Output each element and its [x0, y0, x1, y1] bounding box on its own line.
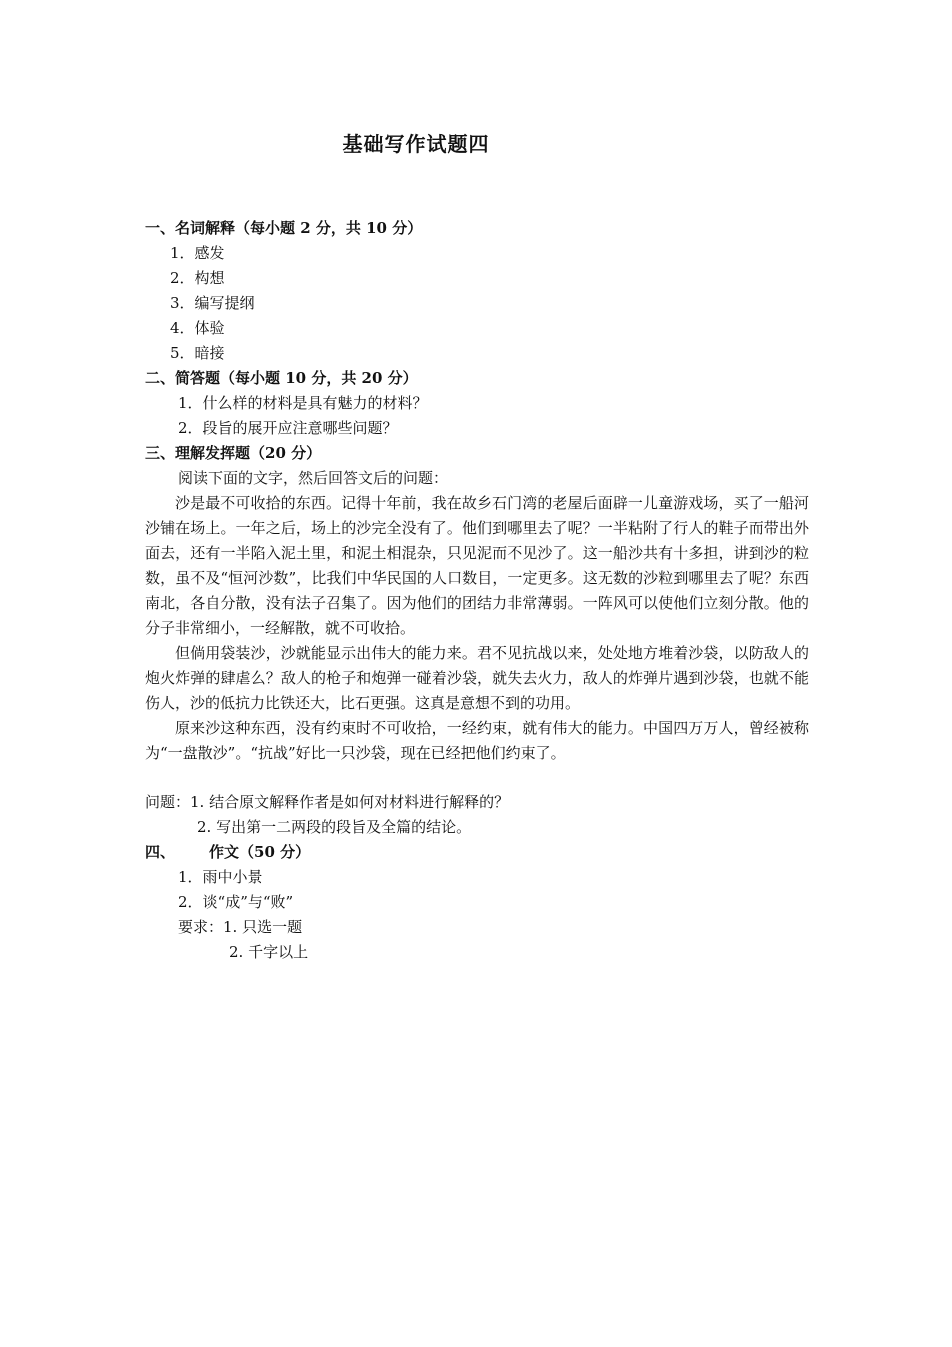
question-1-text: 1. 结合原文解释作者是如何对材料进行解释的？: [190, 793, 510, 811]
section-2-item: 1．什么样的材料是具有魅力的材料？: [178, 394, 428, 412]
section-4-number: 四、: [145, 843, 176, 861]
section-1-heading: 一、名词解释（每小题 2 分，共 10 分）: [145, 219, 423, 237]
section-2-heading: 二、简答题（每小题 10 分，共 20 分）: [145, 369, 418, 387]
section-1-item: 4．体验: [170, 319, 225, 337]
question-2: 2. 写出第一二两段的段旨及全篇的结论。: [197, 818, 472, 836]
passage-paragraph-3: 原来沙这种东西，没有约束时不可收拾，一经约束，就有伟大的能力。中国四万万人，曾经被称为“一盘散沙”。“抗战”好比一只沙袋，现在已经把他们约束了。: [145, 719, 809, 762]
question-prefix: 问题：: [145, 793, 191, 811]
section-3-heading: 三、理解发挥题（20 分）: [145, 444, 322, 462]
section-1-item: 1．感发: [170, 244, 225, 262]
section-4-title: 作文（50 分）: [209, 843, 311, 861]
section-1-item: 3．编写提纲: [170, 294, 255, 312]
page-title: 基础写作试题四: [342, 132, 490, 156]
exam-content: [145, 216, 809, 965]
section-4-heading: [145, 840, 809, 865]
requirement-2: 2. 千字以上: [229, 943, 309, 961]
reading-instruction: 阅读下面的文字，然后回答文后的问题：: [178, 469, 449, 487]
essay-topic: 2．谈“成”与“败”: [178, 893, 294, 911]
requirement-1: [145, 915, 809, 940]
requirement-1-text: 1. 只选一题: [223, 918, 303, 936]
spacer: [145, 766, 809, 790]
section-1-item: 2．构想: [170, 269, 225, 287]
passage-paragraph-1: 沙是最不可收拾的东西。记得十年前，我在故乡石门湾的老屋后面辟一儿童游戏场，买了一船河沙铺在场上。一年之后，场上的沙完全没有了。他们到哪里去了呢？一半粘附了行人的鞋子而带出外面去，还有一半陷入泥土里，和泥土相混杂，只见泥而不见沙了。这一船沙共有十多担，讲到沙的粒数，虽不及“恒河沙数”，比我们中华民国的人口数目，一定更多。这无数的沙粒到哪里去了呢？东西南北，各自分散，没有法子召集了。因为他们的团结力非常薄弱。一阵风可以使他们立刻分散。他的分子非常细小，一经解散，就不可收拾。: [145, 494, 809, 637]
question-1: [145, 790, 809, 815]
section-1-item: 5．暗接: [170, 344, 225, 362]
section-2-item: 2．段旨的展开应注意哪些问题？: [178, 419, 398, 437]
essay-topic: 1．雨中小景: [178, 868, 263, 886]
requirement-prefix: 要求：: [178, 918, 224, 936]
passage-paragraph-2: 但倘用袋装沙，沙就能显示出伟大的能力来。君不见抗战以来，处处地方堆着沙袋，以防敌人的炮火炸弹的肆虐么？敌人的枪子和炮弹一碰着沙袋，就失去火力，敌人的炸弹片遇到沙袋，也就不能伤人，沙的低抗力比铁还大，比石更强。这真是意想不到的功用。: [145, 644, 809, 712]
